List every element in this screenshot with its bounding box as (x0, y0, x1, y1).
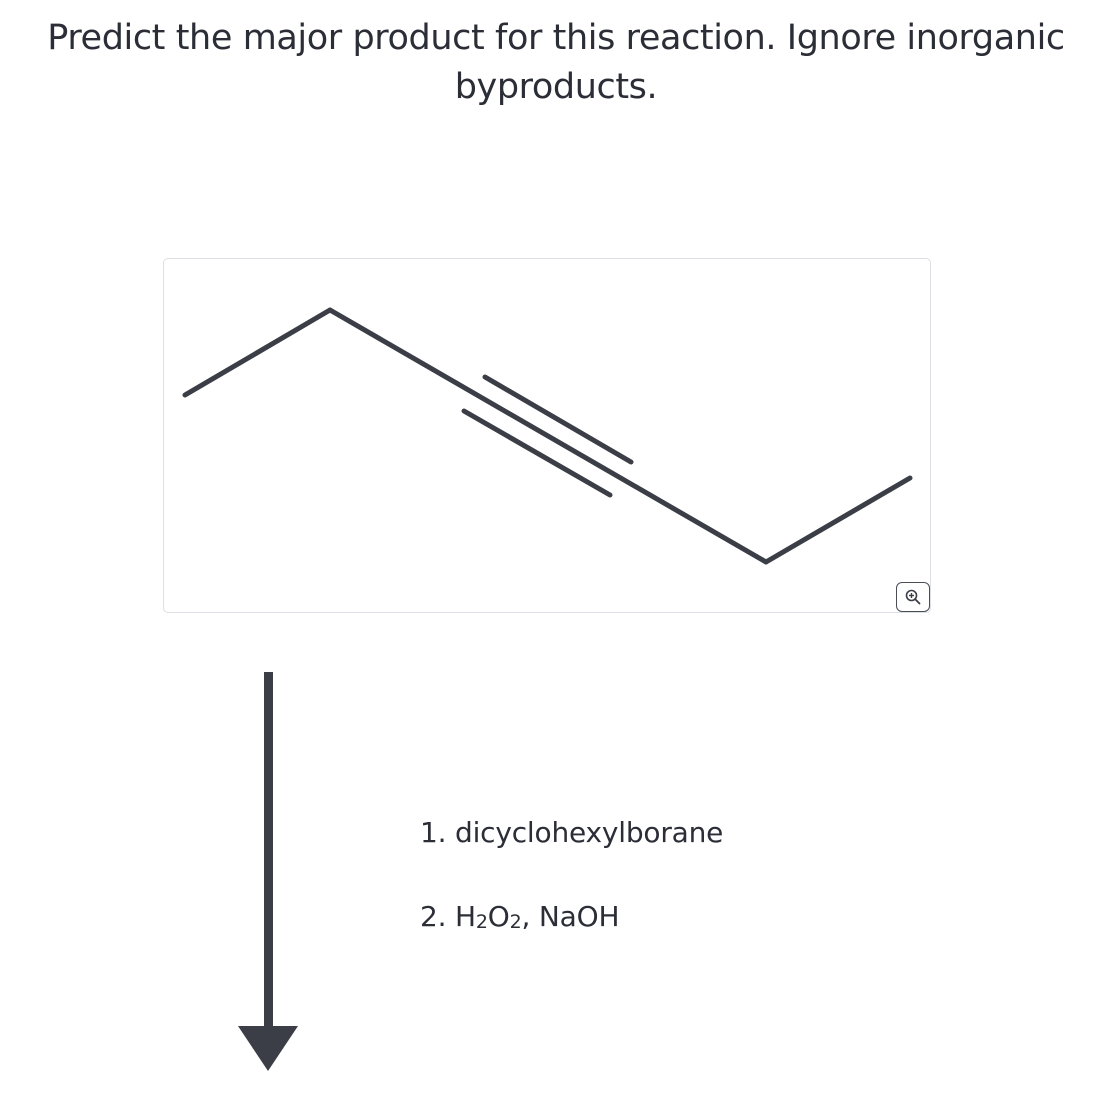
zoom-in-icon (904, 588, 922, 606)
bond-c1-c2 (185, 310, 330, 395)
zoom-button[interactable] (896, 582, 930, 612)
bond-c2-c3 (330, 310, 766, 562)
molecule-structure (164, 259, 932, 614)
reagent-step-1: 1. dicyclohexylborane (420, 816, 724, 849)
reagent-step-2: 2. $H_2O_2$, NaOH (420, 900, 620, 933)
down-arrow-icon (230, 668, 310, 1078)
bond-c5-c6 (766, 478, 910, 562)
question-text: Predict the major product for this reaction. Ignore inorganic byproducts. (47, 18, 1065, 107)
bond-triple-upper (485, 377, 631, 462)
bond-triple-lower (464, 411, 610, 495)
molecule-panel (163, 258, 931, 613)
